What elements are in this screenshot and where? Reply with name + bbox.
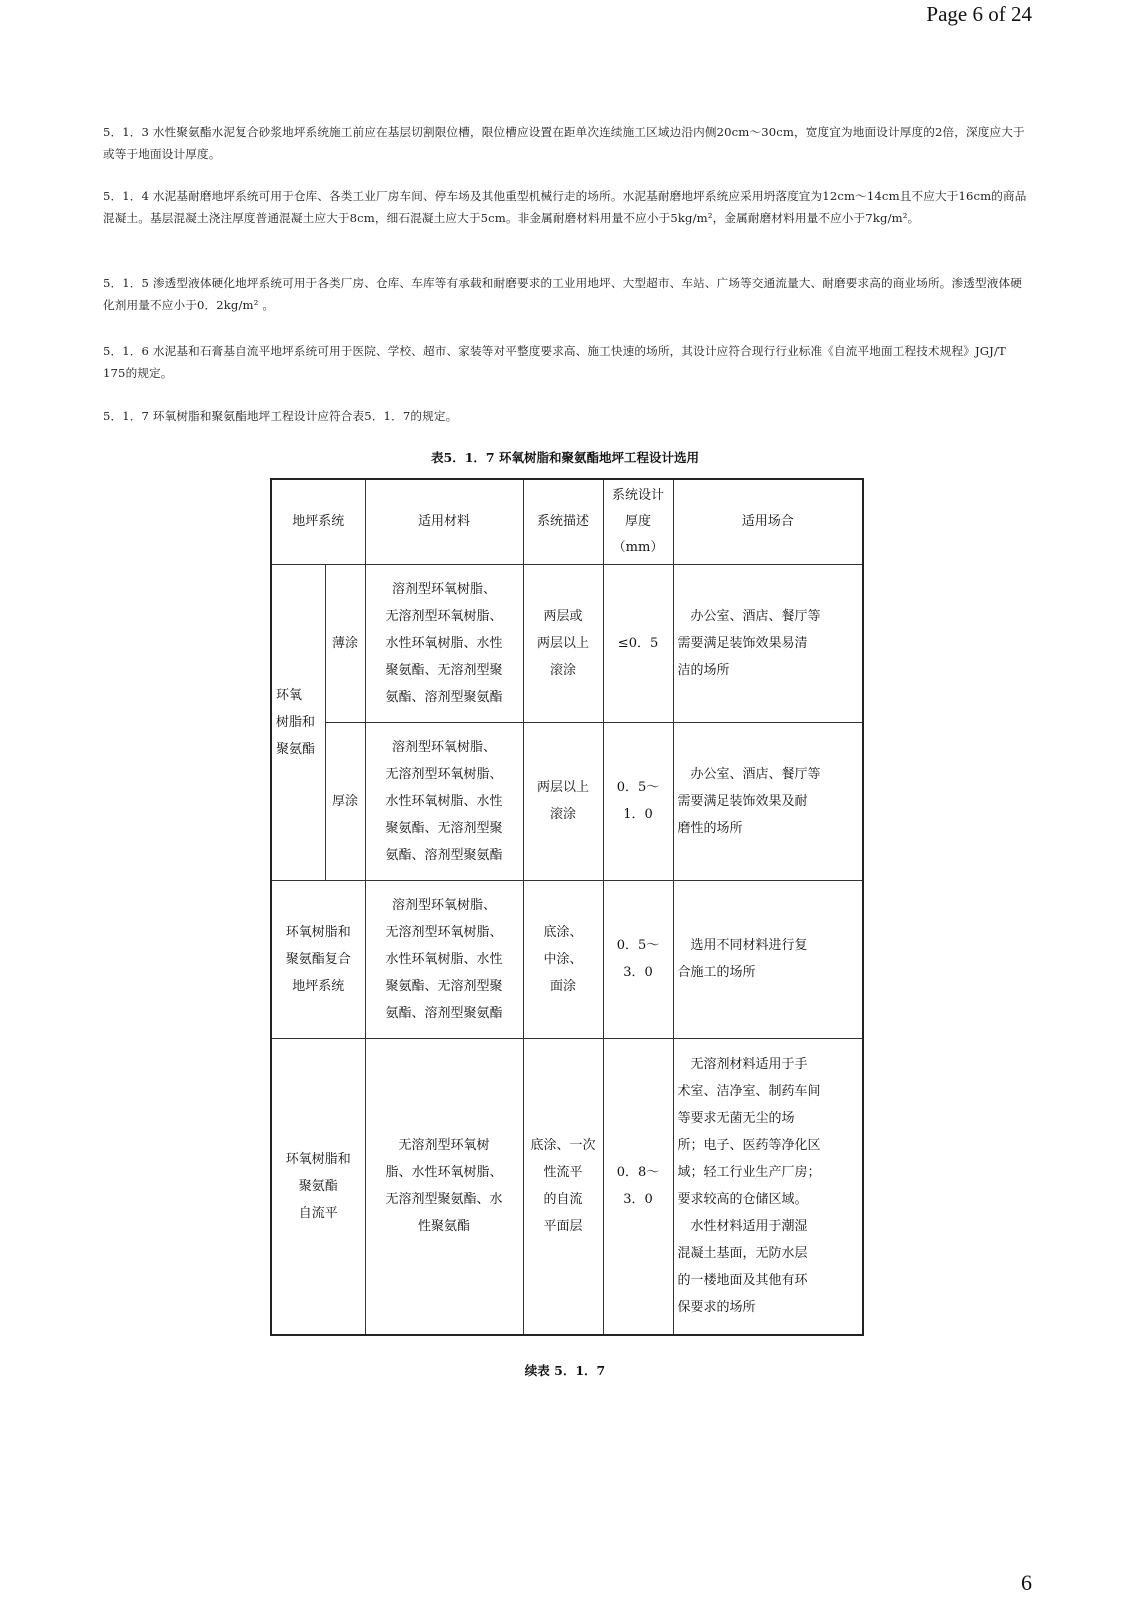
clause-5-1-7: 5．1．7 环氧树脂和聚氨酯地坪工程设计应符合表5．1．7的规定。 [103,409,458,423]
usage-cell: 办公室、酒店、餐厅等 需要满足装饰效果易清 洁的场所 [673,564,863,722]
system-cell: 环氧 树脂和 聚氨酯 [271,564,325,880]
header-description: 系统描述 [523,479,603,564]
clause-5-1-3: 5．1．3 水性聚氨酯水泥复合砂浆地坪系统施工前应在基层切割限位槽，限位槽应设置在距单次连续施工区域边沿内侧20cm～30cm，宽度宜为地面设计厚度的2倍，深度应大于或等于地面设计厚度。 [103,125,1025,161]
material-cell: 溶剂型环氧树脂、 无溶剂型环氧树脂、 水性环氧树脂、水性 聚氨酯、无溶剂型聚 氨酯、溶剂型聚氨酯 [365,722,523,880]
table-caption: 表5．1．7 环氧树脂和聚氨酯地坪工程设计选用 [431,450,699,465]
header-usage: 适用场合 [673,479,863,564]
usage-cell: 选用不同材料进行复 合施工的场所 [673,880,863,1038]
page-indicator: Page 6 of 24 [926,2,1032,26]
clause-5-1-4: 5．1．4 水泥基耐磨地坪系统可用于仓库、各类工业厂房车间、停车场及其他重型机械行走的场所。水泥基耐磨地坪系统应采用坍落度宜为12cm～14cm且不应大于16cm的商品混凝土。基层混凝土浇注厚度普通混凝土应大于8cm，细石混凝土应大于5cm。非金属耐磨材料用量不应小于5kg/m²，金属耐磨材料用量不应小于7kg/m²。 [103,189,1027,225]
table-row [271,564,863,722]
table-row [271,1038,863,1335]
page-number: 6 [1021,1570,1032,1595]
subtype-cell: 薄涂 [325,564,365,722]
system-cell: 环氧树脂和 聚氨酯复合 地坪系统 [271,880,365,1038]
system-cell: 环氧树脂和 聚氨酯 自流平 [271,1038,365,1335]
subtype-cell: 厚涂 [325,722,365,880]
thickness-cell: 0．5～1．0 [603,722,673,880]
header-system: 地坪系统 [271,479,365,564]
material-cell: 溶剂型环氧树脂、 无溶剂型环氧树脂、 水性环氧树脂、水性 聚氨酯、无溶剂型聚 氨酯、溶剂型聚氨酯 [365,564,523,722]
thickness-cell: 0．5～3．0 [603,880,673,1038]
thickness-cell: ≤0．5 [603,564,673,722]
material-cell: 无溶剂型环氧树 脂、水性环氧树脂、 无溶剂型聚氨酯、水 性聚氨酯 [365,1038,523,1335]
usage-cell: 无溶剂材料适用于手 术室、洁净室、制药车间 等要求无菌无尘的场 所；电子、医药等净化区 域；轻工行业生产厂房； 要求较高的仓储区域。 水性材料适用于潮湿 混凝土基面，无防水层 的一楼地面及其他有环 保要求的场所 [673,1038,863,1335]
table-row [271,880,863,1038]
description-cell: 两层或 两层以上 滚涂 [523,564,603,722]
header-material: 适用材料 [365,479,523,564]
thickness-cell: 0．8～3．0 [603,1038,673,1335]
design-selection-table [270,478,864,1336]
description-cell: 两层以上 滚涂 [523,722,603,880]
table-header-row [271,479,863,564]
continued-table-label: 续表 5．1．7 [524,1363,606,1378]
description-cell: 底涂、 中涂、 面涂 [523,880,603,1038]
clause-5-1-5: 5．1．5 渗透型液体硬化地坪系统可用于各类厂房、仓库、车库等有承载和耐磨要求的工业用地坪、大型超市、车站、广场等交通流量大、耐磨要求高的商业场所。渗透型液体硬化剂用量不应小于0．2kg/m² 。 [103,276,1022,312]
material-cell: 溶剂型环氧树脂、 无溶剂型环氧树脂、 水性环氧树脂、水性 聚氨酯、无溶剂型聚 氨酯、溶剂型聚氨酯 [365,880,523,1038]
usage-cell: 办公室、酒店、餐厅等 需要满足装饰效果及耐 磨性的场所 [673,722,863,880]
clause-5-1-6: 5．1．6 水泥基和石膏基自流平地坪系统可用于医院、学校、超市、家装等对平整度要求高、施工快速的场所，其设计应符合现行行业标准《自流平地面工程技术规程》JGJ/T 175的规定。 [103,344,1010,380]
description-cell: 底涂、一次 性流平 的自流 平面层 [523,1038,603,1335]
table-row [271,722,863,880]
header-thickness: 系统设计 厚度 （mm） [603,479,673,564]
